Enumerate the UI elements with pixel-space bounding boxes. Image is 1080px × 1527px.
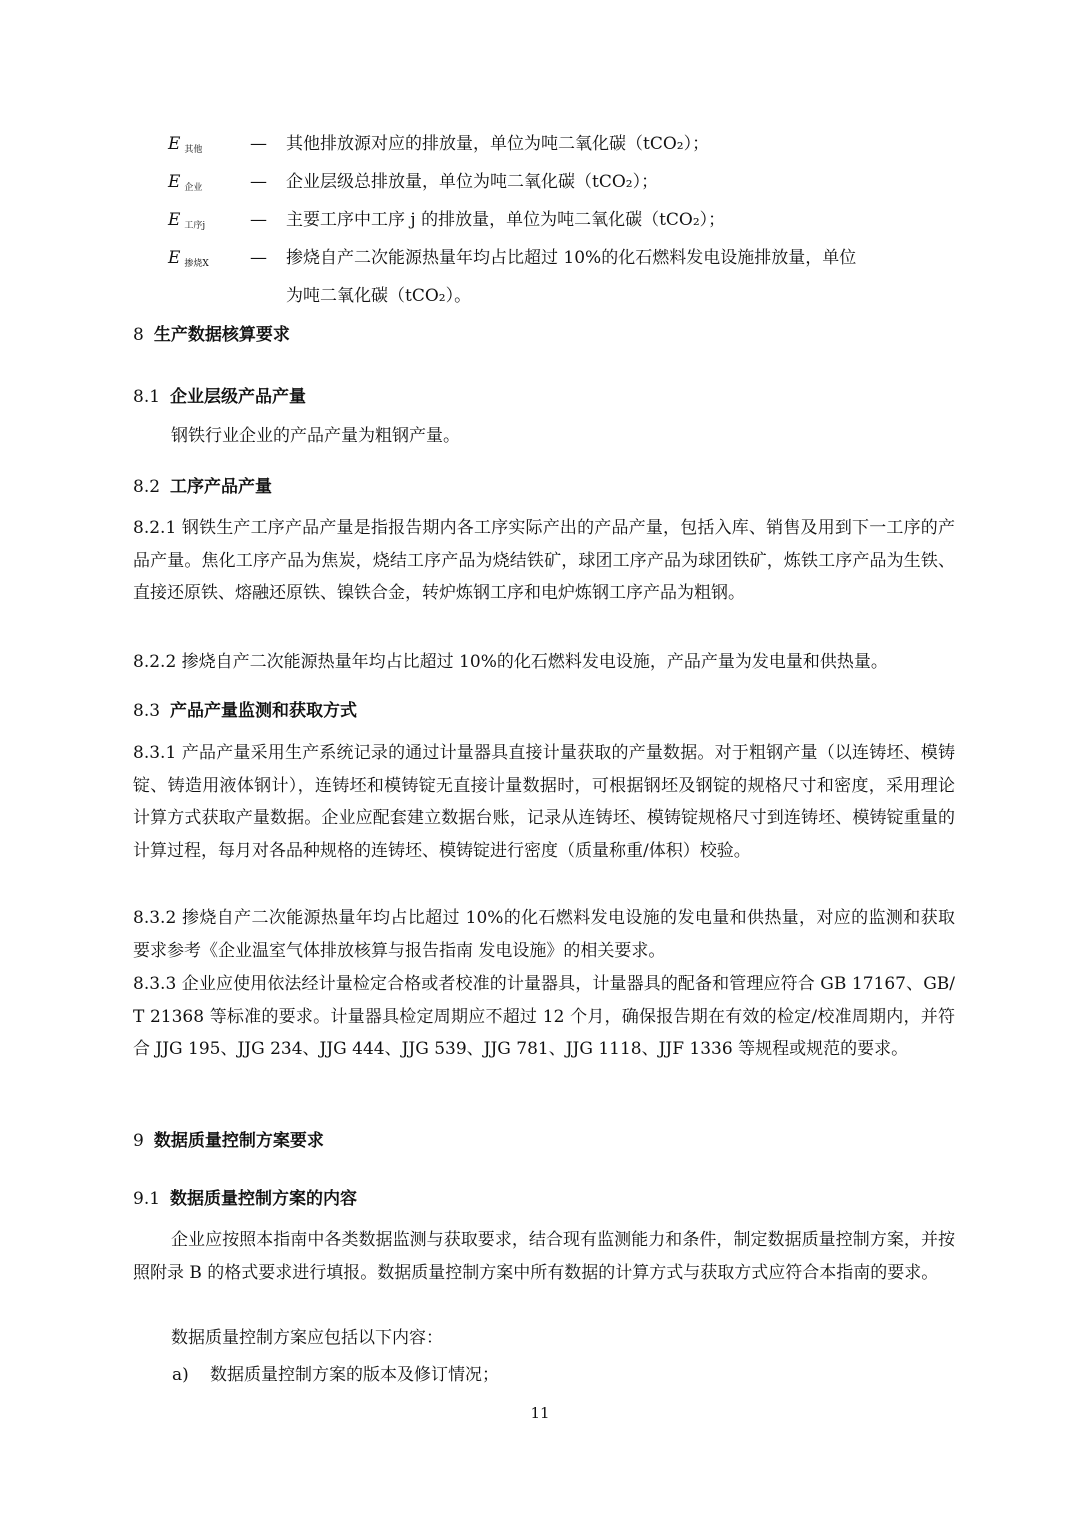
section-heading-8-3: 8.3 产品产量监测和获取方式 [133, 701, 358, 721]
section-heading-8-1: 8.1 企业层级产品产量 [133, 387, 307, 407]
definition-dash: — [250, 248, 267, 268]
definition-dash: — [250, 134, 267, 154]
paragraph-8-3-3: 8.3.3 企业应使用依法经计量检定合格或者校准的计量器具，计量器具的配备和管理应符合 GB 17167、GB/T 21368 等标准的要求。计量器具检定周期应不超过 12 个月，确保报告期在有效的检定/校准周期内，并符合 JJG 195、JJG 234、JJG 444、JJG 539、JJG 781、JJG 1118、JJF 1336 等规程或规范的要求。 [133, 974, 955, 1059]
paragraph-8-1: 钢铁行业企业的产品产量为粗钢产量。 [171, 426, 460, 446]
definition-symbol: E $_{工序j}$ [168, 210, 206, 231]
definition-row [168, 242, 968, 280]
definition-text: 主要工序中工序 j 的排放量，单位为吨二氧化碳（tCO₂）； [286, 210, 726, 230]
paragraph-8-2-2: 8.2.2 掺烧自产二次能源热量年均占比超过 10%的化石燃料发电设施，产品产量为发电量和供热量。 [133, 652, 888, 672]
definition-symbol: E $_{其他}$ [168, 134, 203, 155]
definition-text: 掺烧自产二次能源热量年均占比超过 10%的化石燃料发电设施排放量，单位 [286, 248, 857, 268]
section-heading-8-2: 8.2 工序产品产量 [133, 477, 273, 497]
page-number: 11 [530, 1404, 550, 1422]
definition-dash: — [250, 210, 267, 230]
variable-definitions [168, 128, 968, 312]
definition-continuation: 为吨二氧化碳（tCO₂）。 [286, 286, 472, 306]
definition-row [168, 128, 968, 166]
definition-row [168, 204, 968, 242]
paragraph-9-1-b: 数据质量控制方案应包括以下内容： [171, 1328, 443, 1348]
definition-text: 其他排放源对应的排放量，单位为吨二氧化碳（tCO₂）； [286, 134, 710, 154]
paragraph-8-2-1: 8.2.1 钢铁生产工序产品产量是指报告期内各工序实际产出的产品产量，包括入库、销售及用到下一工序的产品产量。焦化工序产品为焦炭，烧结工序产品为烧结铁矿，球团工序产品为球团铁矿，炼铁工序产品为生铁、直接还原铁、熔融还原铁、镍铁合金，转炉炼钢工序和电炉炼钢工序产品为粗钢。 [133, 518, 955, 603]
section-heading-8: 8 生产数据核算要求 [133, 325, 290, 345]
definition-row [168, 166, 968, 204]
list-item-a: a) 数据质量控制方案的版本及修订情况； [172, 1365, 499, 1385]
definition-text: 企业层级总排放量，单位为吨二氧化碳（tCO₂）； [286, 172, 659, 192]
definition-symbol: E $_{掺烧X}$ [168, 248, 209, 269]
paragraph-8-3-1: 8.3.1 产品产量采用生产系统记录的通过计量器具直接计量获取的产量数据。对于粗钢产量（以连铸坯、模铸锭、铸造用液体钢计），连铸坯和模铸锭无直接计量数据时，可根据钢坯及钢锭的规格尺寸和密度，采用理论计算方式获取产量数据。企业应配套建立数据台账，记录从连铸坯、模铸锭规格尺寸到连铸坯、模铸锭重量的计算过程，每月对各品种规格的连铸坯、模铸锭进行密度（质量称重/体积）校验。 [133, 743, 955, 861]
section-heading-9-1: 9.1 数据质量控制方案的内容 [133, 1189, 358, 1209]
definition-symbol: E $_{企业}$ [168, 172, 203, 193]
paragraph-8-3-2: 8.3.2 掺烧自产二次能源热量年均占比超过 10%的化石燃料发电设施的发电量和供热量，对应的监测和获取要求参考《企业温室气体排放核算与报告指南 发电设施》的相关要求。 [133, 908, 955, 961]
section-heading-9: 9 数据质量控制方案要求 [133, 1131, 324, 1151]
definition-dash: — [250, 172, 267, 192]
paragraph-9-1-a: 企业应按照本指南中各类数据监测与获取要求，结合现有监测能力和条件，制定数据质量控制方案，并按照附录 B 的格式要求进行填报。数据质量控制方案中所有数据的计算方式与获取方式应符合本指南的要求。 [133, 1230, 955, 1283]
